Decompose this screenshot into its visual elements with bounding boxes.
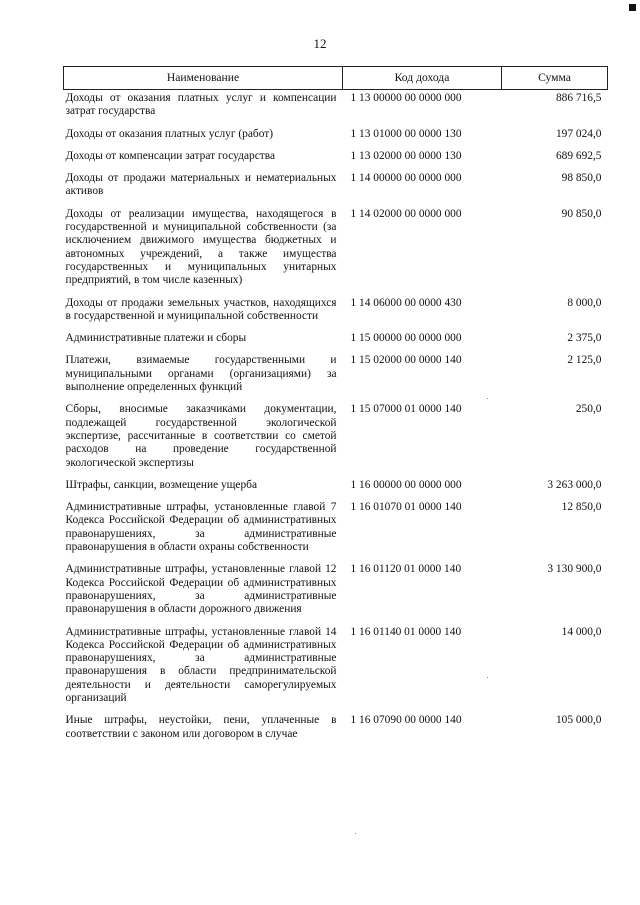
row-code: 1 15 00000 00 0000 000 xyxy=(350,332,462,345)
row-code: 1 15 07000 01 0000 140 xyxy=(350,403,462,416)
row-sum: 886 716,5 xyxy=(555,92,602,104)
row-name: Административные штрафы, установленные главой 14 Кодекса Российской Федерации об административных правонарушениях, за административные правонарушения в области предпринимательской деятельности и деятельности саморегулируемых организаций xyxy=(65,625,337,704)
table-row xyxy=(64,128,608,150)
row-code: 1 13 02000 00 0000 130 xyxy=(350,149,462,162)
scan-speck xyxy=(355,833,356,834)
row-code: 1 15 02000 00 0000 140 xyxy=(350,354,462,367)
table-row xyxy=(64,172,608,208)
row-sum: 2 125,0 xyxy=(567,354,602,367)
row-code: 1 16 01140 01 0000 140 xyxy=(350,625,462,638)
row-code: 1 16 01070 01 0000 140 xyxy=(350,501,462,514)
row-code: 1 14 02000 00 0000 000 xyxy=(350,207,462,220)
row-name: Штрафы, санкции, возмещение ущерба xyxy=(65,478,258,491)
row-sum: 12 850,0 xyxy=(561,501,602,514)
row-name: Доходы от продажи материальных и нематериальных активов xyxy=(65,172,337,198)
table-row xyxy=(64,150,608,172)
row-sum: 197 024,0 xyxy=(555,127,602,140)
row-name: Иные штрафы, неустойки, пени, уплаченные в соответствии с законом или договором в случае xyxy=(65,714,337,740)
row-code: 1 14 06000 00 0000 430 xyxy=(350,296,462,309)
table-row xyxy=(64,479,608,501)
row-sum: 689 692,5 xyxy=(555,149,602,162)
header-sum: Сумма xyxy=(502,67,608,90)
scan-speck xyxy=(487,677,488,678)
scan-speck xyxy=(487,398,488,399)
row-name: Доходы от реализации имущества, находящегося в государственной и муниципальной собственности (за исключением движимого имущества бюджетных и автономных учреждений, а также имущества государственных и муниципальных унитарных предприятий, в том числе казенных) xyxy=(65,207,337,287)
row-sum: 3 263 000,0 xyxy=(547,478,602,491)
table-row xyxy=(64,403,608,478)
row-code: 1 16 00000 00 0000 000 xyxy=(350,478,462,491)
row-name: Доходы от продажи земельных участков, находящихся в государственной и муниципальной собственности xyxy=(65,296,337,322)
table-row xyxy=(64,332,608,354)
revenue-table xyxy=(63,66,608,750)
row-sum: 250,0 xyxy=(575,403,602,416)
row-name: Сборы, вносимые заказчиками документации, подлежащей государственной экологической экспертизе, рассчитанные в соответствии со сметой расходов на проведение государственной экологической экспертизы xyxy=(65,403,337,469)
row-sum: 98 850,0 xyxy=(561,172,602,185)
revenue-table-container xyxy=(63,66,607,750)
header-code: Код дохода xyxy=(343,67,502,90)
row-name: Административные штрафы, установленные главой 7 Кодекса Российской Федерации об административных правонарушениях, за административные правонарушения в области охраны собственности xyxy=(65,501,337,554)
row-sum: 2 375,0 xyxy=(567,332,602,345)
table-row xyxy=(64,354,608,403)
table-row xyxy=(64,297,608,333)
table-body xyxy=(64,90,608,750)
table-row xyxy=(64,90,608,128)
row-code: 1 14 00000 00 0000 000 xyxy=(350,172,462,185)
row-sum: 8 000,0 xyxy=(567,296,602,309)
header-name: Наименование xyxy=(64,67,343,90)
table-row xyxy=(64,208,608,297)
row-code: 1 13 01000 00 0000 130 xyxy=(350,127,462,140)
table-row xyxy=(64,714,608,750)
row-sum: 3 130 900,0 xyxy=(547,563,602,576)
row-name: Доходы от компенсации затрат государства xyxy=(65,149,276,162)
table-header xyxy=(64,67,608,90)
table-row xyxy=(64,626,608,715)
row-sum: 105 000,0 xyxy=(555,714,602,727)
header-row xyxy=(64,67,608,90)
table-row xyxy=(64,501,608,563)
row-name: Доходы от оказания платных услуг (работ) xyxy=(65,127,274,140)
row-name: Административные платежи и сборы xyxy=(65,332,247,345)
row-sum: 90 850,0 xyxy=(561,207,602,220)
row-name: Платежи, взимаемые государственными и муниципальными органами (организациями) за выполнение определенных функций xyxy=(65,354,337,394)
table-row xyxy=(64,563,608,625)
row-sum: 14 000,0 xyxy=(561,625,602,638)
scan-corner-mark xyxy=(629,4,636,11)
row-name: Административные штрафы, установленные главой 12 Кодекса Российской Федерации об административных правонарушениях, за административные правонарушения в области дорожного движения xyxy=(65,563,337,616)
page-number: 12 xyxy=(313,36,327,51)
row-code: 1 16 01120 01 0000 140 xyxy=(350,563,462,576)
row-name: Доходы от оказания платных услуг и компенсации затрат государства xyxy=(65,92,337,118)
row-code: 1 16 07090 00 0000 140 xyxy=(350,714,462,727)
row-code: 1 13 00000 00 0000 000 xyxy=(350,92,462,104)
